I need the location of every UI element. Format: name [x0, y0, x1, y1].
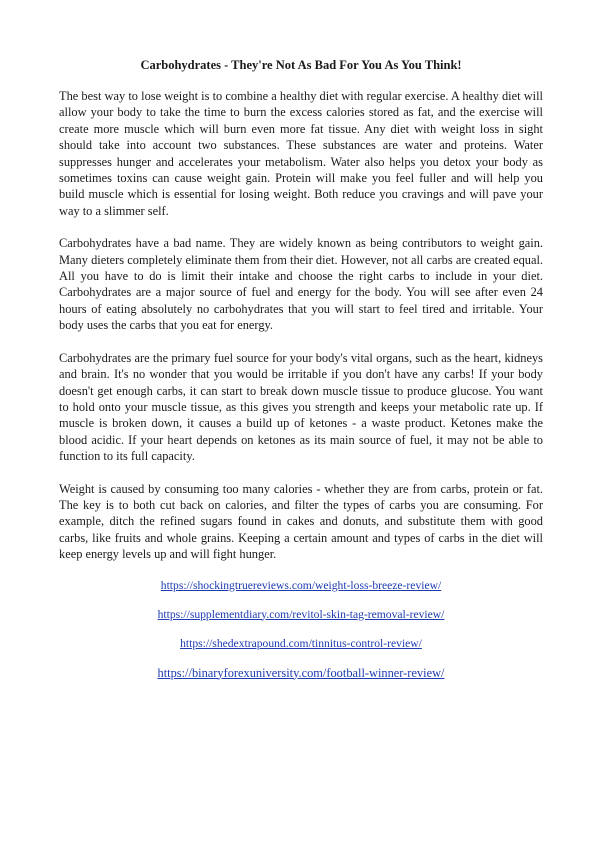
- paragraph-calories: Weight is caused by consuming too many calories - whether they are from carbs, protein or fat. The key is to both cut back on calories, and filter the types of carbs you are consuming. For example, ditch the refined sugars found in cakes and donuts, and substitute them with good carbs, like fruits and whole grains. Keeping a certain amount and types of carbs in the diet will keep energy levels up and will fight hunger.: [59, 481, 543, 562]
- paragraph-carbs-fuel-source: Carbohydrates are the primary fuel source for your body's vital organs, such as the heart, kidneys and brain. It's no wonder that you would be irritable if you don't have any carbs! If your body doesn't get enough carbs, it can start to break down muscle tissue to produce glucose. You want to hold onto your muscle tissue, as this gives you strength and keeps your metabolic rate up. If muscle is broken down, it causes a build up of ketones - a waste product. Ketones make the blood acidic. If your heart depends on ketones as its main source of fuel, it may not be able to function to its full capacity.: [59, 350, 543, 464]
- paragraph-carbs-bad-name: Carbohydrates have a bad name. They are widely known as being contributors to weight gain. Many dieters completely eliminate them from their diet. However, not all carbs are created equal. All you have to do is limit their intake and choose the right carbs to include in your diet. Carbohydrates are a major source of fuel and energy for the body. You will see after even 24 hours of eating absolutely no carbohydrates that you will start to feel tired and irritable. Your body uses the carbs that you eat for energy.: [59, 236, 543, 333]
- link-tinnitus-control[interactable]: https://shedextrapound.com/tinnitus-control-review/: [180, 636, 422, 650]
- link-weight-loss-breeze[interactable]: https://shockingtruereviews.com/weight-loss-breeze-review/: [160, 578, 442, 592]
- link-list: [59, 579, 543, 680]
- link-revitol-skin-tag[interactable]: https://supplementdiary.com/revitol-skin-tag-removal-review/: [157, 607, 445, 621]
- link-football-winner[interactable]: https://binaryforexuniversity.com/football-winner-review/: [157, 665, 445, 680]
- document-title: Carbohydrates - They're Not As Bad For You As You Think!: [140, 58, 462, 72]
- document-page: [59, 57, 543, 695]
- paragraph-weight-loss-intro: The best way to lose weight is to combine a healthy diet with regular exercise. A healthy diet will allow your body to take the time to burn the excess calories stored as fat, and the exercise will create more muscle which will burn even more fat tissue. Any diet with weight loss in sight should take into account two substances. These substances are water and proteins. Water suppresses hunger and accelerates your metabolism. Water also helps you detox your body as sometimes toxins can cause weight gain. Protein will make you feel fuller and will help you build muscle which is essential for losing weight. Both reduce you cravings and will pave your way to a slimmer self.: [59, 89, 543, 218]
